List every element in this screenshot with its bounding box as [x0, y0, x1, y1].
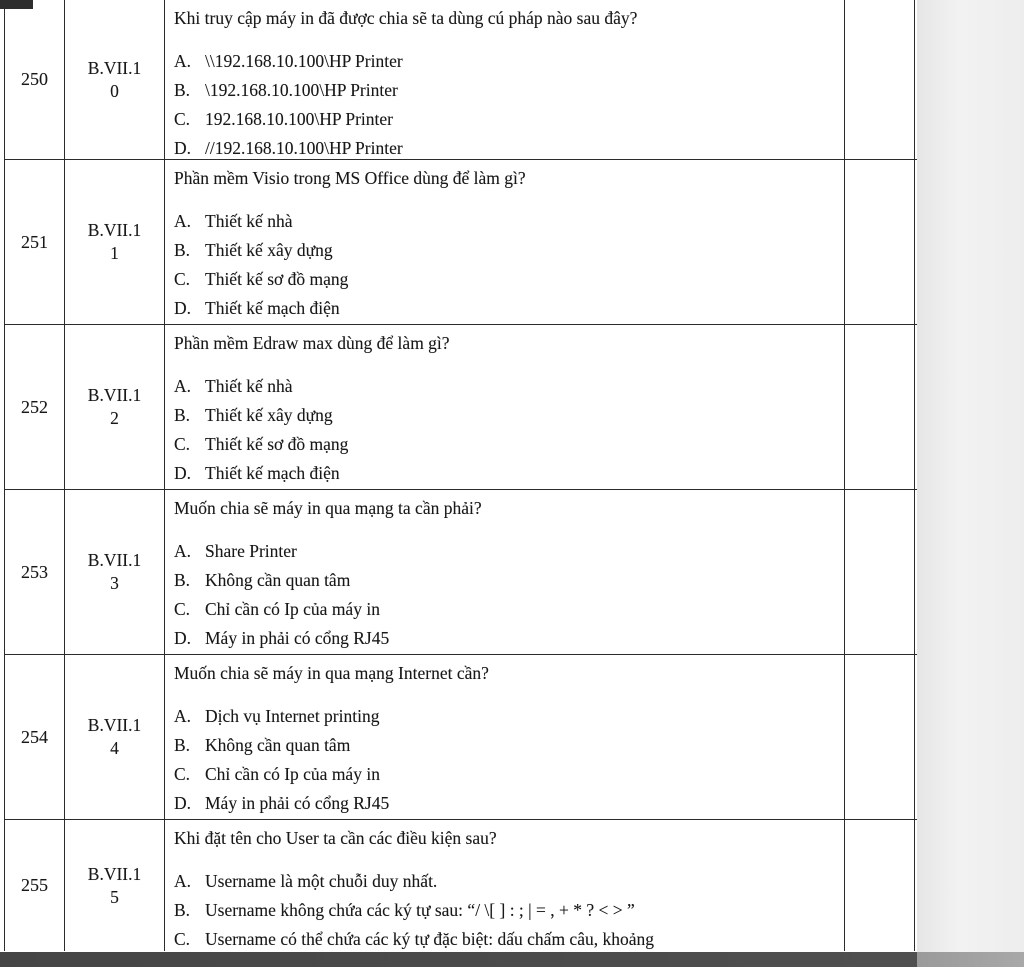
question-code-line1: B.VII.1 [87, 385, 142, 405]
question-code-line2: 3 [110, 573, 119, 593]
option-text: \192.168.10.100\HP Printer [205, 80, 398, 100]
option-text: Không cần quan tâm [205, 570, 351, 590]
option-text: //192.168.10.100\HP Printer [205, 138, 403, 158]
question-text: Muốn chia sẽ máy in qua mạng ta cần phải? [174, 498, 482, 518]
question-text: Muốn chia sẽ máy in qua mạng Internet cần? [174, 663, 489, 683]
question-code-line2: 1 [110, 243, 119, 263]
question-code-cell [65, 655, 165, 819]
option-text: Username có thể chứa các ký tự đặc biệt: dấu chấm câu, khoảng [205, 929, 654, 949]
option-text: Không cần quan tâm [205, 735, 351, 755]
question-code-cell [65, 820, 165, 951]
option-letter: B. [174, 900, 191, 920]
answer-column-cell [845, 160, 915, 324]
question-number: 252 [21, 396, 48, 417]
question-number-cell [5, 655, 65, 819]
option-text: Thiết kế nhà [205, 211, 293, 231]
scan-artifact-bottom-bar [0, 952, 1024, 967]
table-row [5, 820, 919, 951]
answer-option [174, 207, 838, 236]
option-text: Share Printer [205, 541, 297, 561]
question-code-line2: 0 [110, 80, 119, 101]
options-list [174, 702, 838, 818]
question-number-cell [5, 820, 65, 951]
option-letter: A. [174, 541, 192, 561]
answer-option [174, 459, 838, 488]
question-number: 254 [21, 726, 48, 747]
answer-option [174, 76, 838, 105]
answer-column-cell [845, 0, 915, 159]
question-number-cell [5, 0, 65, 159]
option-letter: C. [174, 929, 191, 949]
answer-option [174, 265, 838, 294]
table-row [5, 325, 919, 490]
option-letter: A. [174, 211, 192, 231]
question-number-cell [5, 325, 65, 489]
option-letter: B. [174, 570, 191, 590]
question-cell [165, 820, 845, 951]
option-letter: B. [174, 735, 191, 755]
option-letter: A. [174, 706, 192, 726]
table-row [5, 490, 919, 655]
question-code-line1: B.VII.1 [87, 57, 142, 78]
option-text: Máy in phải có cổng RJ45 [205, 628, 390, 648]
question-text: Phần mềm Edraw max dùng để làm gì? [174, 333, 450, 353]
options-list [174, 47, 838, 159]
question-code-line1: B.VII.1 [87, 715, 142, 735]
option-letter: C. [174, 269, 191, 289]
answer-column-cell [845, 655, 915, 819]
answer-column-cell [845, 490, 915, 654]
option-text: Thiết kế sơ đồ mạng [205, 269, 349, 289]
answer-option [174, 430, 838, 459]
option-text: Chỉ cần có Ip của máy in [205, 764, 380, 784]
option-letter: B. [174, 405, 191, 425]
question-code-line2: 4 [110, 738, 119, 758]
option-letter: D. [174, 298, 192, 318]
option-letter: D. [174, 793, 192, 813]
option-letter: C. [174, 109, 191, 129]
table-row [5, 0, 919, 160]
option-text: Thiết kế nhà [205, 376, 293, 396]
answer-option [174, 702, 838, 731]
option-letter: B. [174, 80, 191, 100]
options-list [174, 867, 838, 951]
option-letter: C. [174, 764, 191, 784]
option-text: \\192.168.10.100\HP Printer [205, 51, 403, 71]
question-code-cell [65, 0, 165, 159]
options-list [174, 372, 838, 488]
option-text: Thiết kế mạch điện [205, 463, 340, 483]
question-cell [165, 655, 845, 819]
option-letter: A. [174, 376, 192, 396]
option-text: Username là một chuỗi duy nhất. [205, 871, 438, 891]
option-text: Máy in phải có cổng RJ45 [205, 793, 390, 813]
option-letter: D. [174, 138, 192, 158]
question-cell [165, 490, 845, 654]
answer-option [174, 47, 838, 76]
answer-option [174, 134, 838, 159]
answer-option [174, 867, 838, 896]
scan-right-margin [917, 0, 1024, 967]
option-letter: C. [174, 434, 191, 454]
option-text: Username không chứa các ký tự sau: “/ \[ ] : ; | = , + * ? < > ” [205, 900, 635, 920]
question-cell [165, 0, 845, 159]
answer-option [174, 624, 838, 653]
answer-option [174, 760, 838, 789]
question-text: Khi đặt tên cho User ta cần các điều kiện sau? [174, 828, 497, 848]
option-text: 192.168.10.100\HP Printer [205, 109, 393, 129]
question-number: 253 [21, 561, 48, 582]
question-code-cell [65, 490, 165, 654]
answer-option [174, 294, 838, 323]
question-code-line1: B.VII.1 [87, 220, 142, 240]
question-text: Khi truy cập máy in đã được chia sẽ ta dùng cú pháp nào sau đây? [174, 8, 638, 28]
question-code-line1: B.VII.1 [87, 550, 142, 570]
question-number-cell [5, 160, 65, 324]
answer-option [174, 896, 838, 925]
answer-option [174, 789, 838, 818]
table-row [5, 655, 919, 820]
question-text: Phần mềm Visio trong MS Office dùng để làm gì? [174, 168, 526, 188]
question-code-line1: B.VII.1 [87, 863, 142, 884]
answer-option [174, 236, 838, 265]
answer-option [174, 537, 838, 566]
option-text: Chỉ cần có Ip của máy in [205, 599, 380, 619]
table-row [5, 160, 919, 325]
question-number: 255 [21, 875, 48, 895]
question-cell [165, 325, 845, 489]
option-letter: B. [174, 240, 191, 260]
answer-option [174, 566, 838, 595]
answer-option [174, 731, 838, 760]
question-code-line2: 2 [110, 408, 119, 428]
answer-option [174, 401, 838, 430]
answer-option [174, 925, 838, 951]
question-table [4, 0, 919, 951]
options-list [174, 207, 838, 323]
option-letter: A. [174, 51, 192, 71]
question-cell [165, 160, 845, 324]
question-code-cell [65, 325, 165, 489]
option-text: Thiết kế xây dựng [205, 240, 333, 260]
option-text: Thiết kế sơ đồ mạng [205, 434, 349, 454]
option-letter: D. [174, 628, 192, 648]
answer-option [174, 372, 838, 401]
option-letter: A. [174, 871, 192, 891]
options-list [174, 537, 838, 653]
option-text: Thiết kế xây dựng [205, 405, 333, 425]
question-number: 251 [21, 231, 48, 252]
answer-column-cell [845, 325, 915, 489]
question-code-line2: 5 [110, 886, 119, 907]
option-text: Dịch vụ Internet printing [205, 706, 380, 726]
answer-column-cell [845, 820, 915, 951]
question-code-cell [65, 160, 165, 324]
option-text: Thiết kế mạch điện [205, 298, 340, 318]
scan-artifact-top-left [0, 0, 33, 9]
question-number: 250 [21, 69, 48, 89]
answer-option [174, 105, 838, 134]
option-letter: C. [174, 599, 191, 619]
option-letter: D. [174, 463, 192, 483]
answer-option [174, 595, 838, 624]
question-number-cell [5, 490, 65, 654]
